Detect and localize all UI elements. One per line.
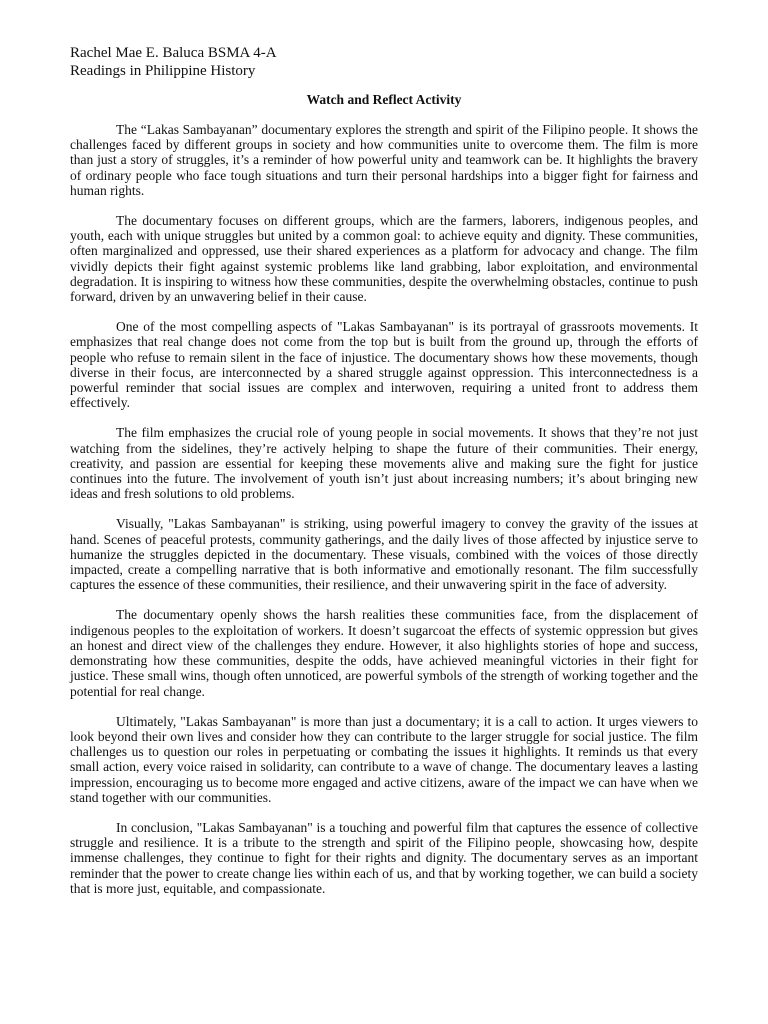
paragraph-3: One of the most compelling aspects of "Lakas Sambayanan" is its portrayal of grassroots movements. It emphasizes that real change does not come from the top but is built from the ground up, through the efforts of people who refuse to remain silent in the face of injustice. The documentary shows how these movements, though diverse in their focus, are interconnected by a shared struggle against oppression. This interconnectedness is a powerful reminder that social issues are complex and interwoven, requiring a united front to address them effectively. — [70, 319, 698, 411]
paragraph-2: The documentary focuses on different groups, which are the farmers, laborers, indigenous peoples, and youth, each with unique struggles but united by a common goal: to achieve equity and dignity. These communities, often marginalized and oppressed, use their shared experiences as a platform for advocacy and change. The film vividly depicts their fight against systemic problems like land grabbing, labor exploitation, and environmental degradation. It is inspiring to witness how these communities, despite the overwhelming obstacles, continue to push forward, driven by an unwavering belief in their cause. — [70, 213, 698, 305]
document-title: Watch and Reflect Activity — [306, 92, 462, 107]
author-line: Rachel Mae E. Baluca BSMA 4-A — [70, 45, 277, 61]
paragraph-4: The film emphasizes the crucial role of young people in social movements. It shows that they’re not just watching from the sidelines, they’re actively helping to shape the future of their communities. Their energy, creativity, and passion are essential for keeping these movements alive and making sure the fight for justice continues into the future. The involvement of youth isn’t just about increasing numbers; it’s about bringing new ideas and fresh solutions to old problems. — [70, 425, 698, 502]
paragraph-8: In conclusion, "Lakas Sambayanan" is a touching and powerful film that captures the essence of collective struggle and resilience. It is a tribute to the strength and spirit of the Filipino people, showcasing how, despite immense challenges, they continue to fight for their rights and dignity. The documentary serves as an important reminder that the power to create change lies within each of us, and that by working together, we can build a society that is more just, equitable, and compassionate. — [70, 819, 698, 896]
paragraph-5: Visually, "Lakas Sambayanan" is striking, using powerful imagery to convey the gravity of the issues at hand. Scenes of peaceful protests, community gatherings, and the daily lives of those affected by injustice serve to humanize the struggles depicted in the documentary. These visuals, combined with the voices of those directly impacted, create a compelling narrative that is both informative and emotionally resonant. The film successfully captures the essence of these communities, their resilience, and their unwavering spirit in the face of adversity. — [70, 516, 698, 593]
course-line: Readings in Philippine History — [70, 63, 256, 79]
document-page — [70, 44, 698, 911]
paragraph-7: Ultimately, "Lakas Sambayanan" is more than just a documentary; it is a call to action. It urges viewers to look beyond their own lives and consider how they can contribute to the larger struggle for social justice. The film challenges us to question our roles in perpetuating or combating the issues it highlights. It reminds us that every small action, every voice raised in solidarity, can contribute to a wave of change. The documentary leaves a lasting impression, encouraging us to become more engaged and active citizens, aware of the impact we can have when we stand together with our communities. — [70, 713, 698, 805]
paragraph-1: The “Lakas Sambayanan” documentary explores the strength and spirit of the Filipino people. It shows the challenges faced by different groups in society and how communities unite to overcome them. The film is more than just a story of struggles, it’s a reminder of how powerful unity and teamwork can be. It highlights the bravery of ordinary people who face tough situations and turn their personal hardships into a bigger fight for fairness and human rights. — [70, 122, 698, 198]
paragraph-6: The documentary openly shows the harsh realities these communities face, from the displacement of indigenous peoples to the exploitation of workers. It doesn’t sugarcoat the effects of systemic oppression but gives an honest and direct view of the challenges they endure. However, it also highlights stories of hope and success, demonstrating how these communities, despite the odds, have achieved meaningful victories in their fight for justice. These small wins, though often unnoticed, are powerful symbols of the strength of working together and the potential for real change. — [70, 607, 698, 699]
